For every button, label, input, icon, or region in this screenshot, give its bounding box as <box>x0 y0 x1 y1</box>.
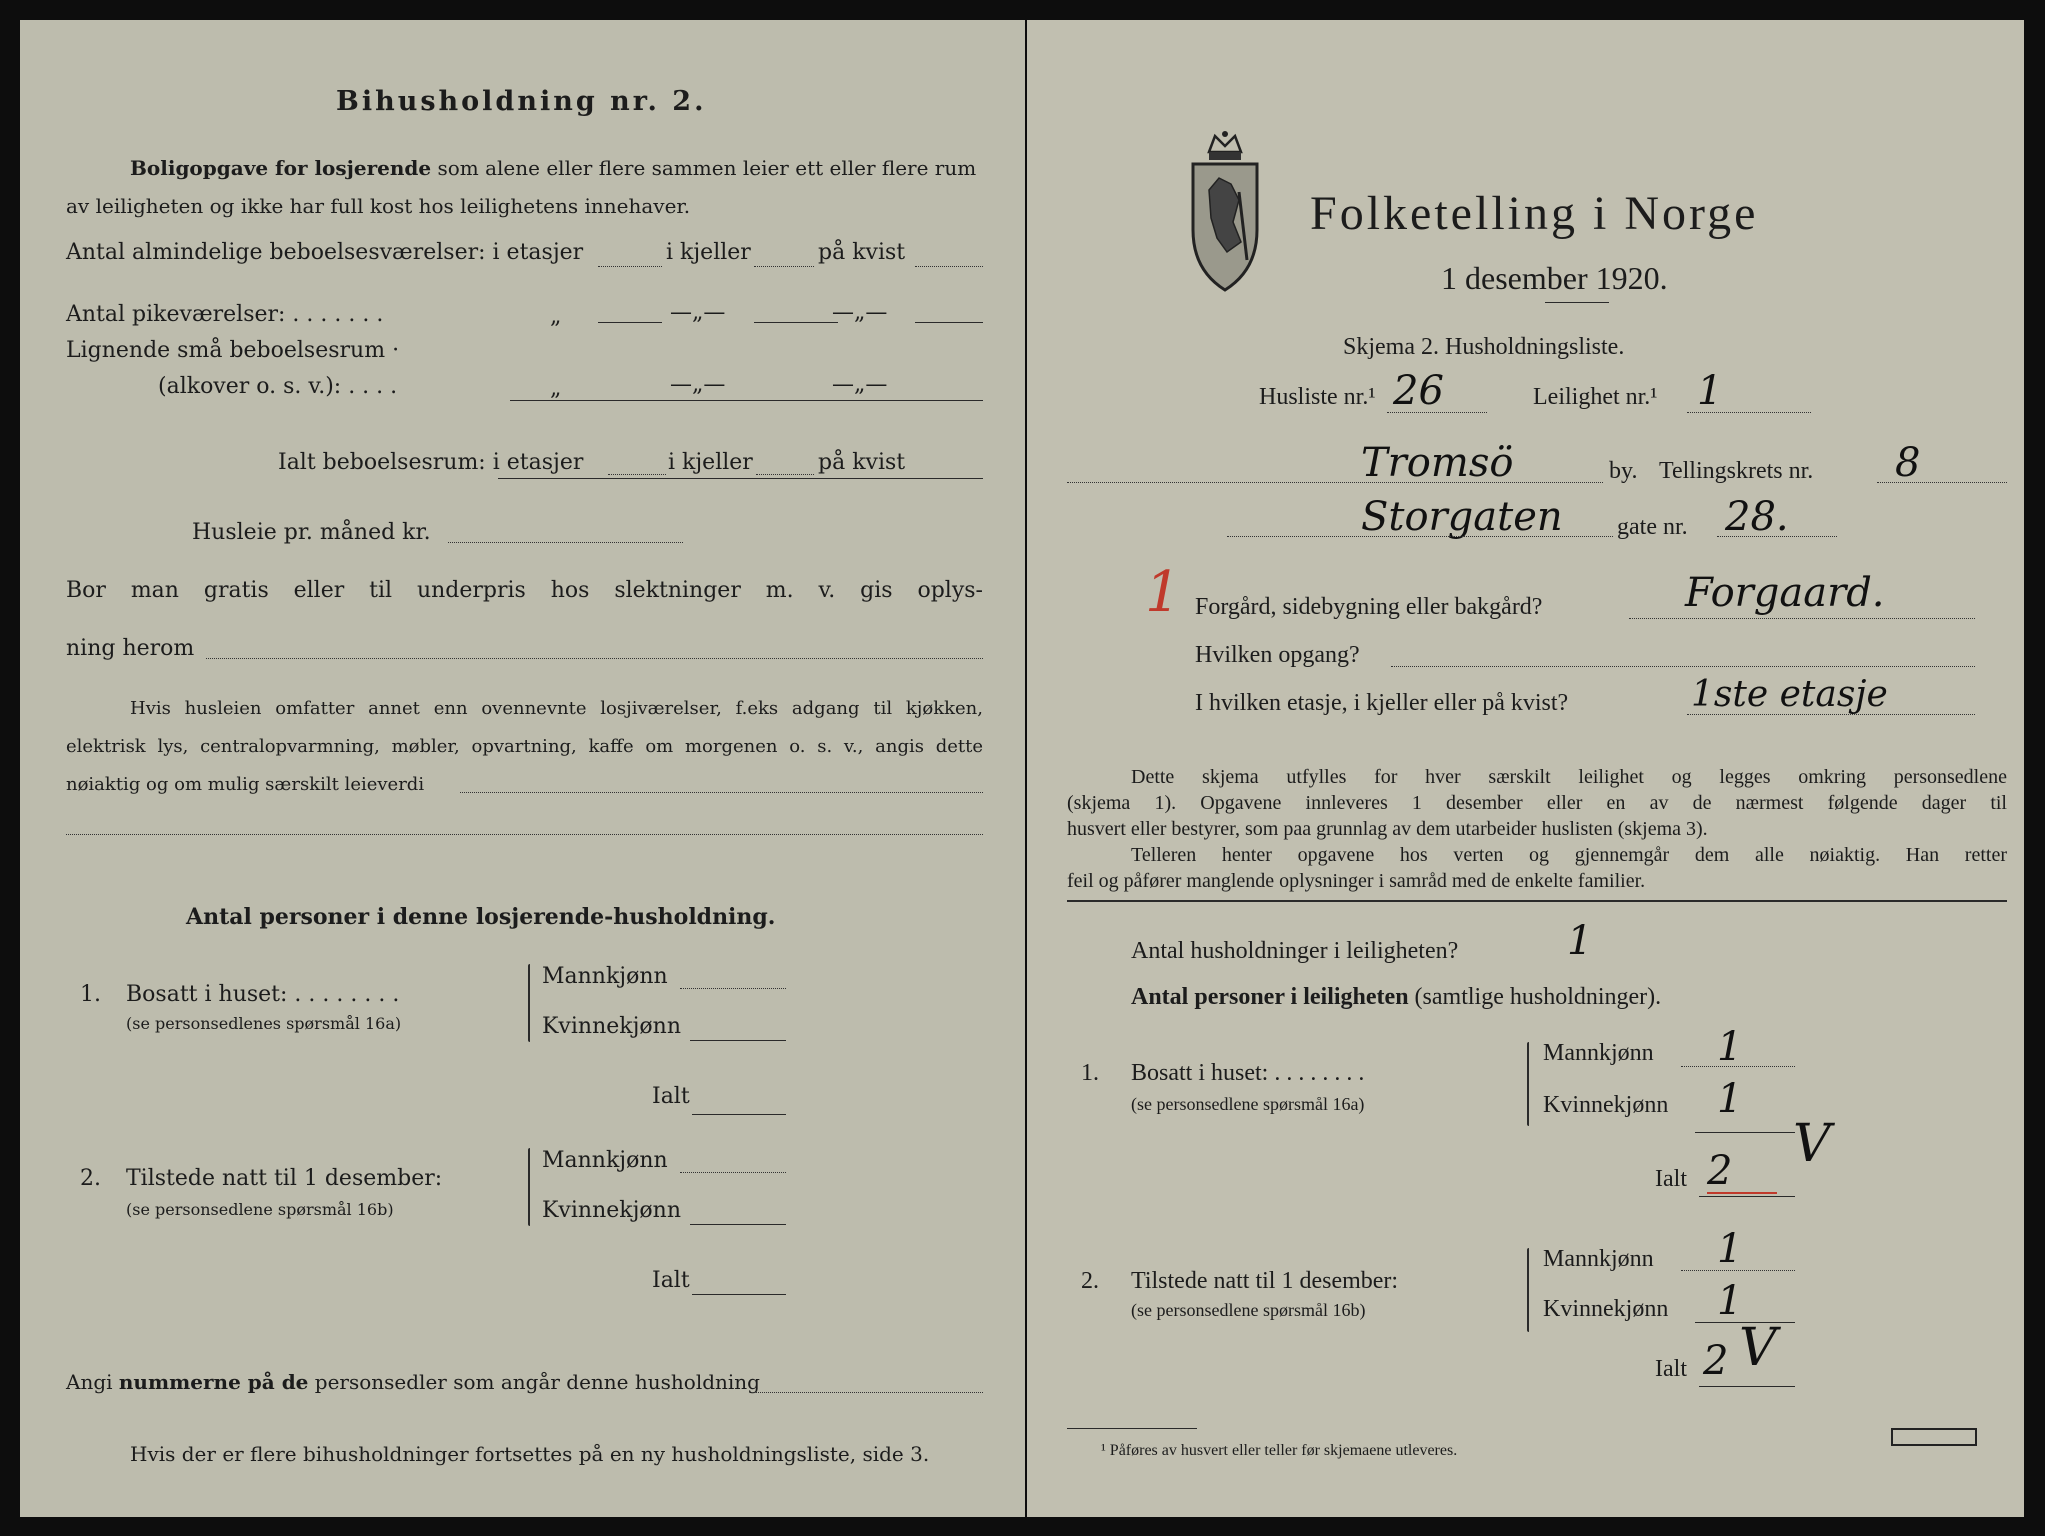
norway-coat-of-arms-icon <box>1187 130 1263 296</box>
city-value: Tromsö <box>1361 440 1514 486</box>
printer-stamp-icon <box>1891 1428 1977 1446</box>
census-date: 1 desember 1920. <box>1441 260 1668 296</box>
city-field <box>1067 482 1603 483</box>
left-q1-brace <box>528 964 530 1042</box>
pike-line-3 <box>915 322 983 323</box>
rooms-kvist-field <box>915 266 983 267</box>
right-page-husholdningsliste <box>1027 20 2024 1517</box>
right-q2-ialt-value: 2 <box>1703 1338 1729 1384</box>
right-q1-ialt-field <box>1699 1196 1795 1197</box>
right-q2-mann-label: Mannkjønn <box>1543 1246 1654 1272</box>
footnote-rule <box>1067 1428 1197 1429</box>
rooms-kjeller-label: i kjeller <box>666 240 751 265</box>
right-q1-kvinne-field <box>1695 1132 1795 1133</box>
husleie-field <box>448 542 683 543</box>
opgang-label: Hvilken opgang? <box>1195 642 1360 668</box>
rooms-label: Antal almindelige beboelsesværelser: i etasjer <box>66 240 584 265</box>
hvis-line-3: nøiaktig og om mulig særskilt leieverdi <box>66 774 425 795</box>
angi-line <box>66 1370 760 1394</box>
hvis-line-1: Hvis husleien omfatter annet enn ovennevnte losjiværelser, f.eks adgang til kjøkken, <box>130 698 983 719</box>
right-q1-brace <box>1527 1042 1529 1126</box>
left-q1-label: Bosatt i huset: . . . . . . . . <box>126 982 400 1007</box>
left-q1-ialt-label: Ialt <box>652 1084 690 1109</box>
left-footer: Hvis der er flere bihusholdninger fortsettes på en ny husholdningsliste, side 3. <box>130 1442 930 1466</box>
left-title: Bihusholdning nr. 2. <box>336 86 707 117</box>
husholdninger-label: Antal husholdninger i leiligheten? <box>1131 938 1459 964</box>
skjema-label: Skjema 2. Husholdningsliste. <box>1343 334 1625 360</box>
by-label: by. <box>1609 458 1638 484</box>
husliste-field <box>1387 412 1487 413</box>
pike-line-1 <box>598 322 662 323</box>
intro-rest: som alene eller flere sammen leier ett eller flere rum <box>437 156 977 180</box>
etasje-label: I hvilken etasje, i kjeller eller på kvist? <box>1195 690 1569 716</box>
right-q1-kvinne-value: 1 <box>1717 1076 1743 1122</box>
intro-line-2: av leiligheten og ikke har full kost hos leilighetens innehaver. <box>66 194 691 218</box>
pike-ditto-1: „ <box>550 304 562 329</box>
gratis-line-1: Bor man gratis eller til underpris hos slektninger m. v. gis oplys- <box>66 578 983 603</box>
right-q2-kvinne-label: Kvinnekjønn <box>1543 1296 1669 1322</box>
left-q1-sub: (se personsedlenes spørsmål 16a) <box>126 1014 402 1033</box>
ialt-rum-line <box>498 478 983 479</box>
hvis-field-2 <box>66 834 983 835</box>
forgard-field <box>1629 618 1975 619</box>
right-q2-sub: (se personsedlene spørsmål 16b) <box>1131 1300 1366 1320</box>
left-q2-kvinne-label: Kvinnekjønn <box>542 1198 681 1223</box>
forgard-label: Forgård, sidebygning eller bakgård? <box>1195 594 1543 620</box>
forgard-value: Forgaard. <box>1685 570 1885 616</box>
right-q2-num: 2. <box>1081 1268 1099 1294</box>
hvis-field <box>460 792 983 793</box>
left-q1-mann-label: Mannkjønn <box>542 964 668 989</box>
left-q2-kvinne-field <box>690 1224 786 1225</box>
right-q2-mann-field <box>1681 1270 1795 1271</box>
hvis-line-2: elektrisk lys, centralopvarmning, møbler, opvartning, kaffe om morgenen o. s. v., angis dette <box>66 736 983 757</box>
left-q2-brace <box>528 1148 530 1226</box>
lignende-label-2: (alkover o. s. v.): . . . . <box>158 374 398 399</box>
husliste-value: 26 <box>1393 368 1444 414</box>
right-q1-ialt-label: Ialt <box>1655 1166 1687 1192</box>
angi-pre: Angi <box>66 1370 113 1394</box>
lignende-label-1: Lignende små beboelsesrum · <box>66 338 400 363</box>
right-q1-mann-label: Mannkjønn <box>1543 1040 1654 1066</box>
rooms-kjeller-field <box>754 266 814 267</box>
section-rule <box>1067 900 2007 902</box>
leilighet-label: Leilighet nr.¹ <box>1533 384 1658 410</box>
left-q2-num: 2. <box>80 1166 101 1191</box>
husleie-label: Husleie pr. måned kr. <box>192 520 431 545</box>
left-q1-kvinne-field <box>690 1040 786 1041</box>
krets-value: 8 <box>1895 440 1921 486</box>
left-page-bihusholdning <box>20 20 1025 1517</box>
lignende-ditto-1: „ <box>550 376 562 401</box>
footnote: ¹ Påføres av husvert eller teller før skjemaene utleveres. <box>1101 1442 1458 1459</box>
ialt-etasjer-field <box>608 474 666 475</box>
personer-heading <box>1131 984 1661 1011</box>
left-q2-ialt-label: Ialt <box>652 1268 690 1293</box>
ialt-kvist-label: på kvist <box>818 450 906 475</box>
gratis-line-2: ning herom <box>66 636 195 661</box>
ialt-kjeller-label: i kjeller <box>668 450 753 475</box>
right-q2-label: Tilstede natt til 1 desember: <box>1131 1268 1399 1294</box>
right-q1-mann-field <box>1681 1066 1795 1067</box>
rooms-kvist-label: på kvist <box>818 240 906 265</box>
lignende-ditto-3: —„— <box>832 372 888 397</box>
street-field <box>1227 536 1613 537</box>
lignende-ditto-2: —„— <box>670 372 726 397</box>
right-q1-ialt-value: 2 <box>1707 1148 1733 1194</box>
instr-line-3: husvert eller bestyrer, som paa grunnlag av dem utarbeider huslisten (skjema 3). <box>1067 818 1708 840</box>
krets-label: Tellingskrets nr. <box>1659 458 1814 484</box>
pike-ditto-2: —„— <box>670 300 726 325</box>
ialt-kjeller-field <box>756 474 814 475</box>
left-q2-mann-field <box>680 1172 786 1173</box>
gate-label: gate nr. <box>1617 514 1688 540</box>
left-q2-mann-label: Mannkjønn <box>542 1148 668 1173</box>
gate-nr-field <box>1717 536 1837 537</box>
right-q1-num: 1. <box>1081 1060 1099 1086</box>
right-q2-kvinne-value: 1 <box>1717 1278 1743 1324</box>
main-title: Folketelling i Norge <box>1310 187 1759 240</box>
pike-label: Antal pikeværelser: . . . . . . . <box>66 302 384 327</box>
personer-bold: Antal personer i leiligheten <box>1131 984 1409 1010</box>
street-value: Storgaten <box>1361 494 1563 540</box>
pike-line-2 <box>754 322 838 323</box>
gate-nr-value: 28. <box>1725 494 1789 540</box>
left-q1-mann-field <box>680 988 786 989</box>
leilighet-field <box>1687 412 1811 413</box>
etasje-field <box>1687 714 1975 715</box>
left-q2-label: Tilstede natt til 1 desember: <box>126 1166 443 1191</box>
right-q2-mann-value: 1 <box>1717 1226 1743 1272</box>
angi-rest: personsedler som angår denne husholdning <box>314 1370 760 1394</box>
instr-line-4: Telleren henter opgavene hos verten og gjennemgår dem alle nøiaktig. Han retter <box>1131 844 2007 866</box>
pike-ditto-3: —„— <box>832 300 888 325</box>
left-q1-num: 1. <box>80 982 101 1007</box>
title-rule <box>1545 302 1609 303</box>
left-antal-heading: Antal personer i denne losjerende-husholdning. <box>186 904 776 930</box>
right-q1-check: V <box>1793 1114 1831 1174</box>
instr-line-5: feil og påfører manglende oplysninger i samråd med de enkelte familier. <box>1067 870 1646 892</box>
right-q1-mann-value: 1 <box>1717 1024 1743 1070</box>
intro-bold: Boligopgave for losjerende <box>130 156 432 180</box>
ialt-rum-label: Ialt beboelsesrum: i etasjer <box>278 450 584 475</box>
husliste-label: Husliste nr.¹ <box>1259 384 1376 410</box>
angi-bold: nummerne på de <box>118 1370 309 1394</box>
personer-rest: (samtlige husholdninger). <box>1414 984 1662 1010</box>
right-q2-ialt-field <box>1699 1386 1795 1387</box>
left-q2-sub: (se personsedlene spørsmål 16b) <box>126 1200 394 1219</box>
etasje-value: 1ste etasje <box>1691 674 1888 715</box>
instr-line-2: (skjema 1). Opgavene innleveres 1 desember eller en av de nærmest følgende dager til <box>1067 792 2007 814</box>
right-q1-kvinne-label: Kvinnekjønn <box>1543 1092 1669 1118</box>
opgang-field <box>1391 666 1975 667</box>
rooms-etasjer-field <box>598 266 662 267</box>
leilighet-value: 1 <box>1697 368 1723 414</box>
right-q1-ialt-red-underline <box>1707 1192 1777 1194</box>
right-q1-label: Bosatt i huset: . . . . . . . . <box>1131 1060 1365 1086</box>
intro-line-1 <box>130 156 976 180</box>
left-q1-kvinne-label: Kvinnekjønn <box>542 1014 681 1039</box>
right-q2-brace <box>1527 1248 1529 1332</box>
right-q1-sub: (se personsedlene spørsmål 16a) <box>1131 1094 1365 1114</box>
right-q2-ialt-label: Ialt <box>1655 1356 1687 1382</box>
red-margin-mark: 1 <box>1145 560 1181 625</box>
krets-field <box>1877 482 2007 483</box>
left-q1-ialt-field <box>692 1114 786 1115</box>
left-q2-ialt-field <box>692 1294 786 1295</box>
angi-field <box>754 1392 983 1393</box>
lignende-line <box>510 400 983 401</box>
gratis-field <box>206 658 983 659</box>
right-q2-check: V <box>1739 1318 1777 1378</box>
instr-line-1: Dette skjema utfylles for hver særskilt leilighet og legges omkring personsedlene <box>1131 766 2007 788</box>
husholdninger-value: 1 <box>1567 918 1593 964</box>
